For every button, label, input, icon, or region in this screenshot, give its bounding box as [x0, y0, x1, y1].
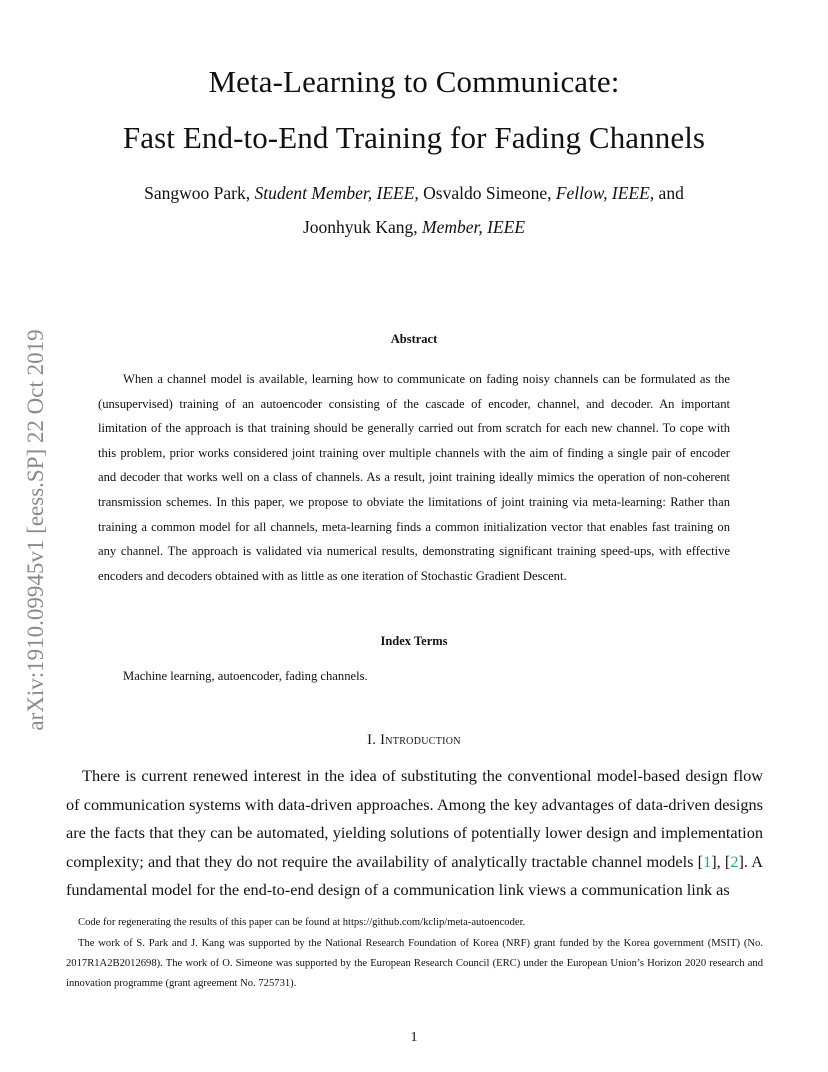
index-terms-heading: Index Terms	[380, 634, 448, 648]
intro-text: ], [	[711, 851, 731, 871]
author-name: Osvaldo Simeone,	[418, 183, 556, 203]
author-list-line-2	[0, 219, 828, 237]
paper-title-line-2: Fast End-to-End Training for Fading Channels	[122, 120, 706, 155]
author-affiliation: Student Member, IEEE,	[254, 183, 419, 203]
author-connector: and	[654, 183, 684, 203]
introduction-paragraph	[66, 762, 763, 905]
arxiv-identifier-stamp: arXiv:1910.09945v1 [eess.SP] 22 Oct 2019	[23, 329, 48, 731]
author-list-line-1	[0, 185, 828, 203]
citation-link[interactable]: 2	[730, 851, 739, 871]
footnote-code-availability: Code for regenerating the results of this paper can be found at https://github.com/kclip/meta-autoencoder.	[78, 917, 526, 928]
author-name: Sangwoo Park,	[144, 183, 255, 203]
author-name: Joonhyuk Kang,	[302, 217, 423, 237]
paper-title-line-1: Meta-Learning to Communicate:	[208, 64, 620, 99]
page-number: 1	[410, 1030, 418, 1045]
intro-text: ]. A fundamental model for the end-to-end design of a communication link views a communication link as	[66, 851, 764, 900]
index-terms-body: Machine learning, autoencoder, fading channels.	[123, 669, 368, 683]
author-affiliation: Member, IEEE	[422, 217, 526, 237]
footnote-funding: The work of S. Park and J. Kang was supported by the National Research Foundation of Korea (NRF) grant funded by the Korea government (MSIT) (No. 2017R1A2B2012698). The work of O. Simeone was supported by the European Research Council (ERC) under the European Union’s Horizon 2020 research and innovation programme (grant agreement No. 725731).	[66, 938, 763, 989]
abstract-heading: Abstract	[390, 332, 438, 346]
intro-text: There is current renewed interest in the idea of substituting the conventional model-based design flow of communication systems with data-driven approaches. Among the key advantages of data-driven designs are the facts that they can be automated, yielding solutions of potentially lower design and implementation complexity; and that they do not require the availability of analytically tractable channel models [	[66, 766, 763, 871]
section-heading-introduction	[0, 733, 828, 748]
citation-link[interactable]: 1	[703, 851, 712, 871]
section-title: Introduction	[380, 732, 461, 748]
section-numeral: I.	[367, 732, 381, 748]
abstract-body: When a channel model is available, learning how to communicate on fading noisy channels can be formulated as the (unsupervised) training of an autoencoder consisting of the cascade of encoder, channel, and decoder. An important limitation of the approach is that training should be generally carried out from scratch for each new channel. To cope with this problem, prior works considered joint training over multiple channels with the aim of finding a single pair of encoder and decoder that works well on a class of channels. As a result, joint training ideally mimics the operation of non-coherent transmission schemes. In this paper, we propose to obviate the limitations of joint training via meta-learning: Rather than training a common model for all channels, meta-learning finds a common initialization vector that enables fast training on any channel. The approach is validated via numerical results, demonstrating significant training speed-ups, with effective encoders and decoders obtained with as little as one iteration of Stochastic Gradient Descent.	[98, 372, 730, 583]
author-affiliation: Fellow, IEEE,	[555, 183, 655, 203]
